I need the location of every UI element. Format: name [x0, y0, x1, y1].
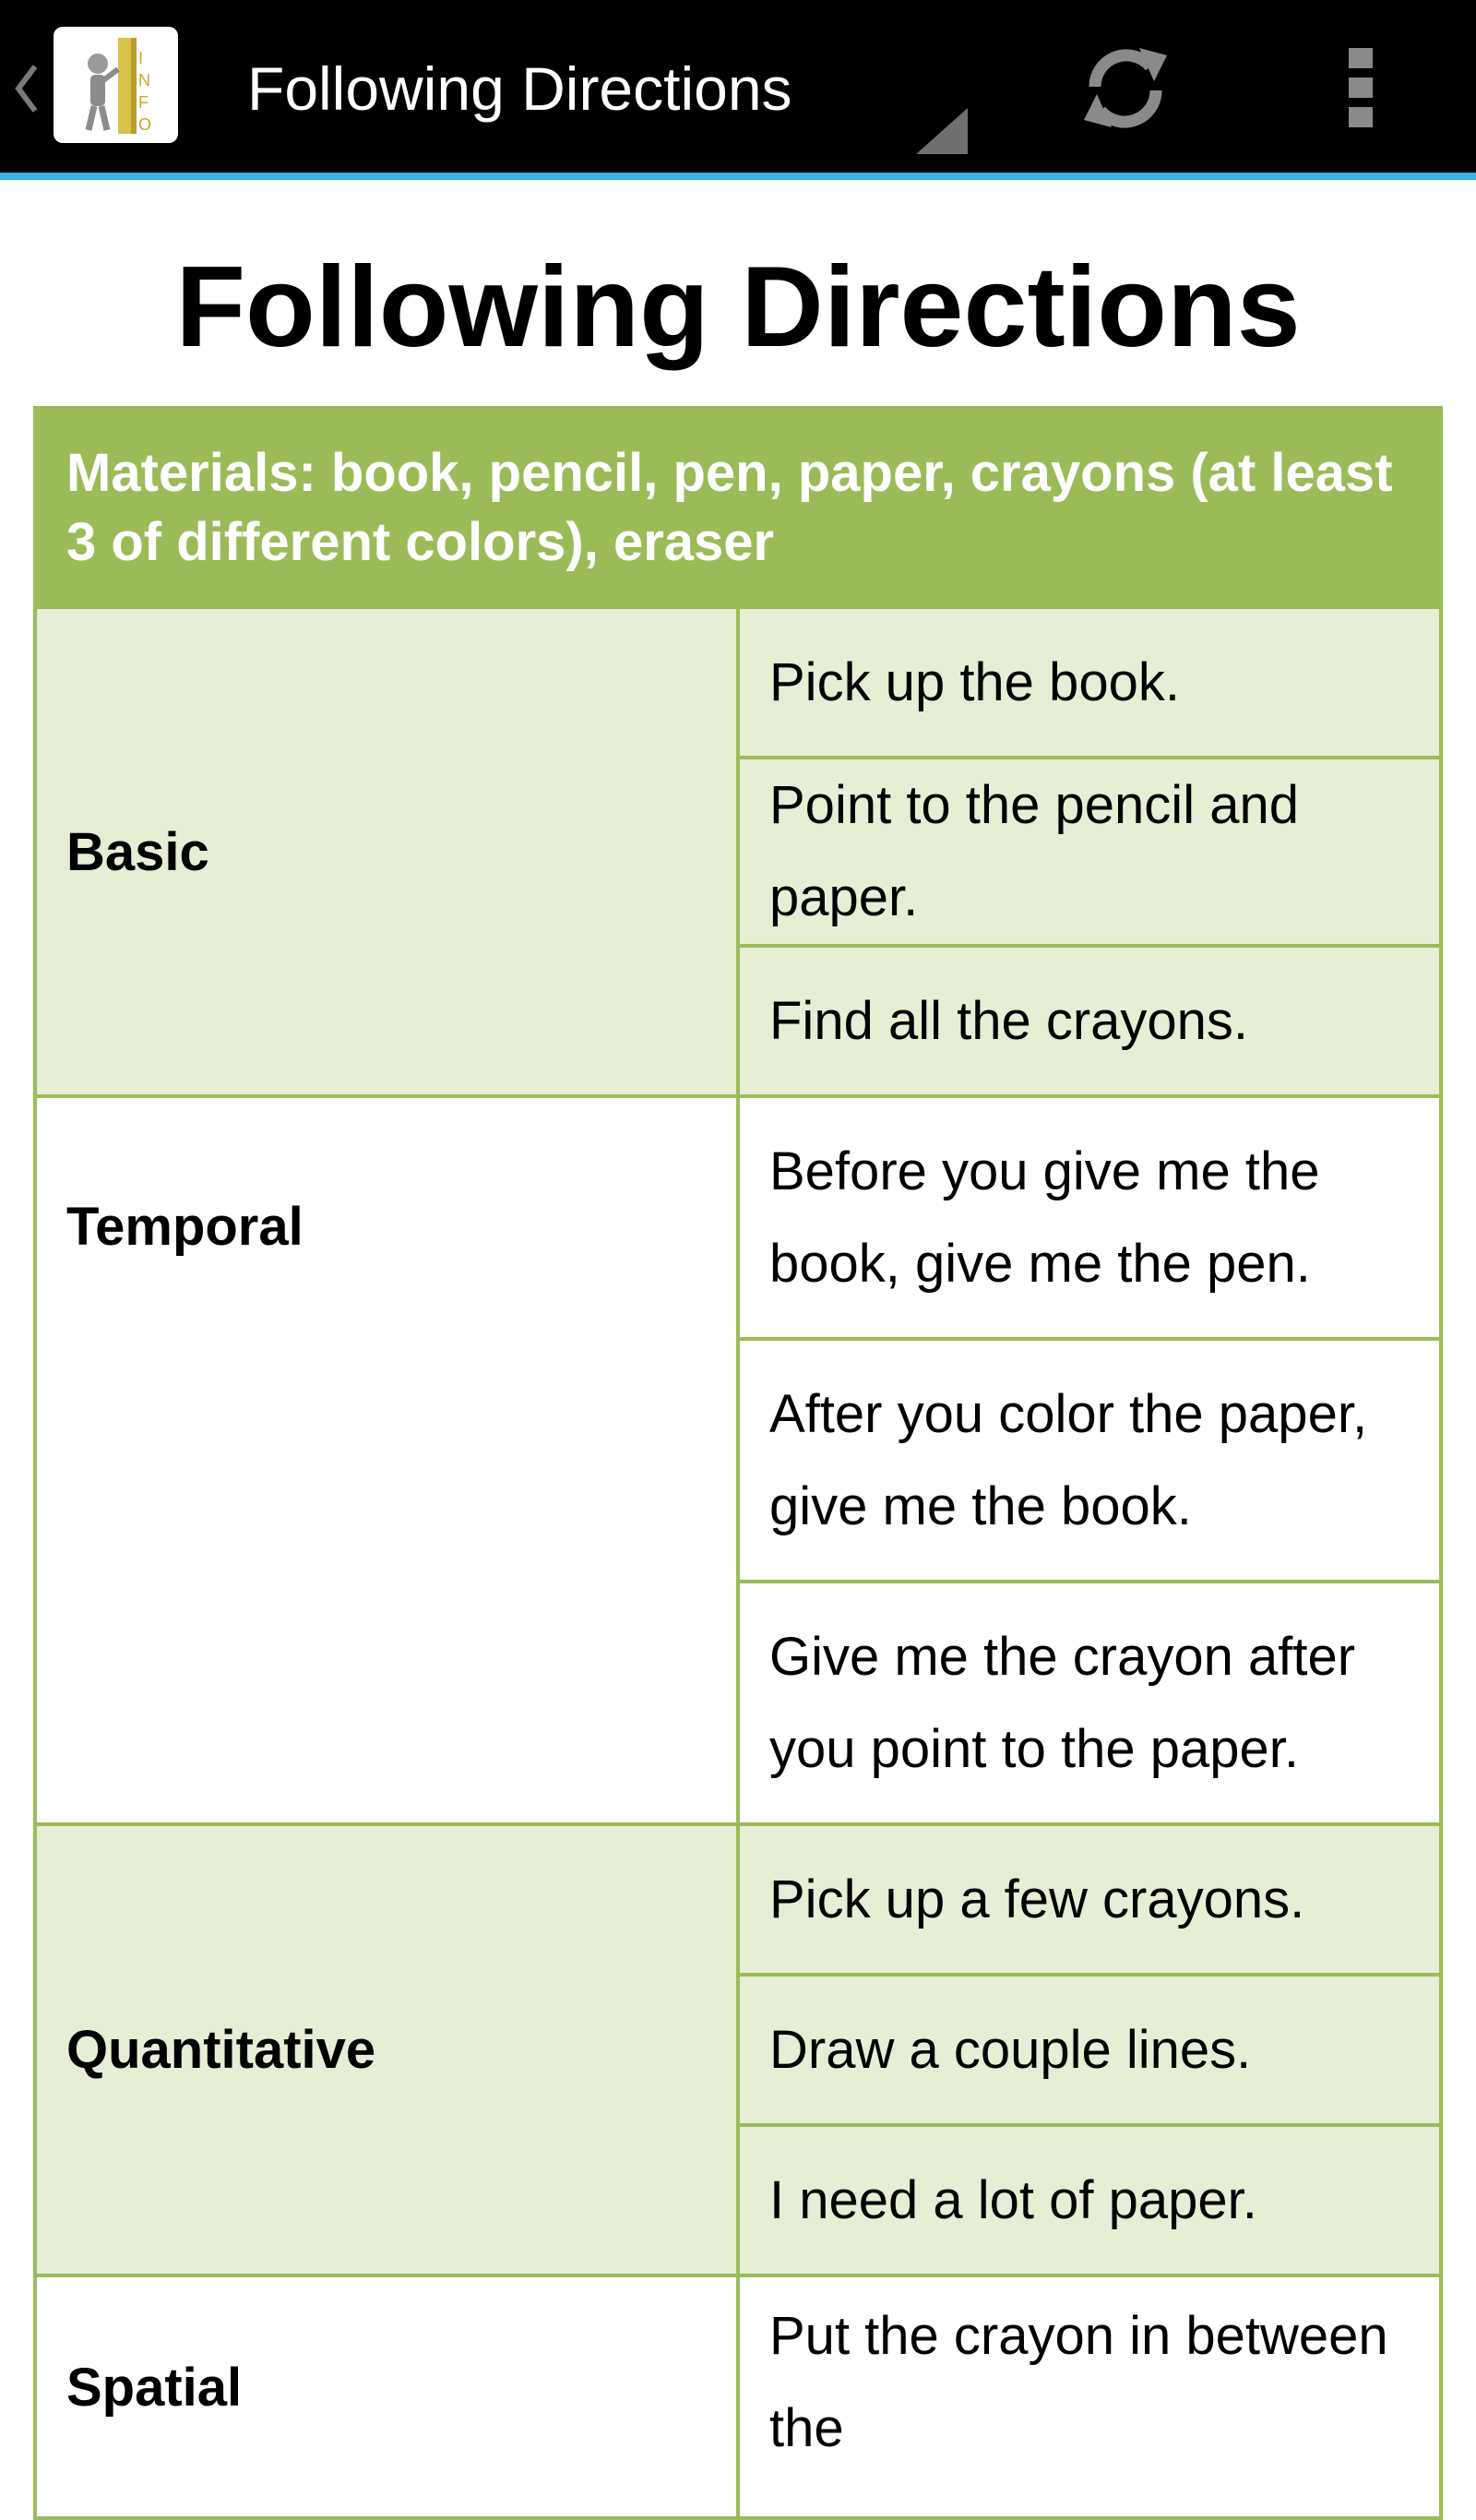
direction-cell: Find all the crayons. — [738, 946, 1441, 1096]
category-spatial: Spatial — [35, 2275, 738, 2518]
direction-cell: Draw a couple lines. — [738, 1975, 1441, 2125]
refresh-icon[interactable] — [1075, 37, 1176, 138]
table-row — [35, 1096, 1441, 1339]
direction-cell: Point to the pencil and paper. — [738, 758, 1441, 946]
app-icon-letter: F — [138, 93, 149, 112]
action-bar — [0, 0, 1476, 173]
direction-cell: Pick up the book. — [738, 607, 1441, 758]
materials-row — [35, 408, 1441, 607]
table-row — [35, 2275, 1441, 2518]
category-quantitative: Quantitative — [35, 1824, 738, 2275]
app-icon-letter: O — [138, 115, 152, 134]
app-icon-letter: N — [138, 71, 150, 90]
directions-table — [33, 406, 1443, 2520]
app-icon-letter: I — [138, 49, 144, 67]
action-bar-title[interactable]: Following Directions — [247, 54, 792, 123]
direction-cell: Give me the crayon after you point to the paper. — [738, 1582, 1441, 1824]
up-caret-icon[interactable] — [13, 63, 41, 114]
overflow-menu-icon[interactable] — [1328, 37, 1393, 138]
action-bar-divider — [0, 173, 1476, 180]
category-basic: Basic — [35, 607, 738, 1096]
direction-cell: Before you give me the book, give me the pen. — [738, 1096, 1441, 1339]
direction-cell: Pick up a few crayons. — [738, 1824, 1441, 1975]
table-row — [35, 607, 1441, 758]
direction-cell: After you color the paper, give me the book. — [738, 1339, 1441, 1582]
person-at-pole-icon — [54, 27, 178, 143]
direction-cell: Put the crayon in between the — [738, 2275, 1441, 2518]
direction-cell: I need a lot of paper. — [738, 2125, 1441, 2275]
app-icon[interactable] — [54, 27, 178, 143]
page-title: Following Directions — [175, 244, 1301, 371]
table-row — [35, 1824, 1441, 1975]
category-temporal: Temporal — [35, 1096, 738, 1824]
dropdown-corner-icon[interactable] — [916, 108, 968, 154]
materials-header: Materials: book, pencil, pen, paper, crayons (at least 3 of different colors), eraser — [35, 408, 1441, 607]
